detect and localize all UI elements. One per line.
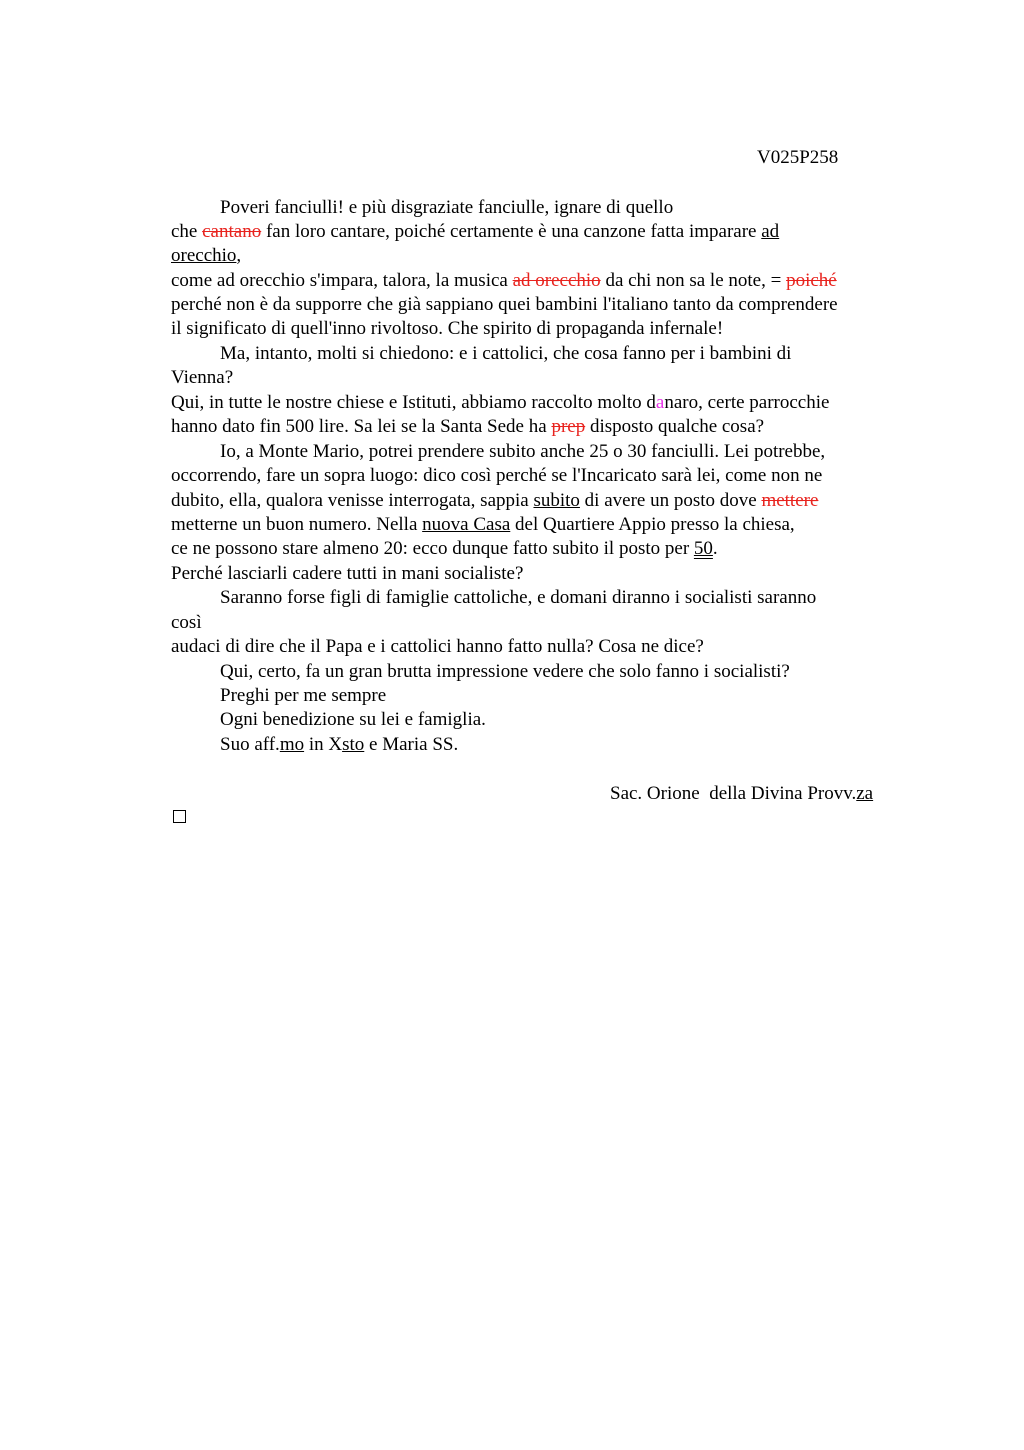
text-run: dubito, ella, qualora venisse interrogata, sappia — [171, 490, 534, 511]
text-run: ce ne possono stare almeno 20: ecco dunque fatto subito il posto per — [171, 538, 694, 559]
text-run: Qui, certo, fa un gran brutta impressione vedere che solo fanno i socialisti? — [220, 661, 790, 682]
text-run: del Quartiere Appio presso la chiesa, — [510, 514, 795, 535]
deleted-text: poiché — [786, 270, 837, 291]
text-line — [171, 244, 241, 268]
text-run: occorrendo, fare un sopra luogo: dico così perché se l'Incaricato sarà lei, come non ne — [171, 465, 823, 486]
text-run: Suo aff. — [220, 734, 280, 755]
text-run: Saranno forse figli di famiglie cattoliche, e domani diranno i socialisti saranno — [220, 587, 817, 608]
underlined-text: , — [236, 245, 242, 266]
text-run: naro, certe parrocchie — [664, 392, 830, 413]
text-line — [171, 611, 202, 635]
signature-text: Sac. Orione della Divina Provv. — [610, 783, 857, 804]
text-run: Preghi per me sempre — [220, 685, 387, 706]
underlined-text: mo — [279, 734, 305, 755]
text-run: Vienna? — [171, 367, 234, 388]
text-line — [171, 562, 523, 586]
text-run: Ogni benedizione su lei e famiglia. — [220, 709, 486, 730]
double-underlined-text: 50 — [693, 538, 713, 559]
deleted-text: ad orecchio — [512, 270, 601, 291]
text-run: audaci di dire che il Papa e i cattolici hanno fatto nulla? Cosa ne dice? — [171, 636, 704, 657]
deleted-text: prep — [551, 416, 586, 437]
text-line — [220, 708, 486, 732]
text-line — [220, 660, 790, 684]
text-line — [171, 635, 704, 659]
text-line — [171, 317, 723, 341]
text-line — [171, 489, 818, 513]
text-line — [220, 440, 825, 464]
text-run: Perché lasciarli cadere tutti in mani socialiste? — [171, 563, 524, 584]
text-run: . — [712, 538, 718, 559]
deleted-text: cantano — [202, 221, 262, 242]
text-line — [171, 269, 837, 293]
text-line — [220, 586, 816, 610]
underlined-text: nuova Casa — [422, 514, 511, 535]
text-line — [220, 342, 791, 366]
text-run: disposto qualche cosa? — [585, 416, 765, 437]
text-line — [171, 537, 718, 561]
underlined-text: za — [856, 783, 874, 804]
text-line — [220, 196, 673, 220]
text-line — [171, 391, 829, 415]
text-run: hanno dato fin 500 lire. Sa lei se la Santa Sede ha — [171, 416, 552, 437]
text-run: perché non è da supporre che già sappiano quei bambini l'italiano tanto da comprendere — [171, 294, 838, 315]
signature — [610, 782, 873, 806]
text-run: il significato di quell'inno rivoltoso. Che spirito di propaganda infernale! — [171, 318, 724, 339]
text-line — [171, 293, 838, 317]
text-run: in X — [304, 734, 343, 755]
text-run: Ma, intanto, molti si chiedono: e i cattolici, che cosa fanno per i bambini di — [220, 343, 792, 364]
square-icon — [173, 810, 186, 823]
text-run: Qui, in tutte le nostre chiese e Istituti, abbiamo raccolto molto d — [171, 392, 656, 413]
text-line — [171, 415, 764, 439]
text-run: da chi non sa le note, = — [600, 270, 787, 291]
text-run: di avere un posto dove — [579, 490, 762, 511]
text-line — [171, 220, 779, 244]
underlined-text: orecchio — [171, 245, 237, 266]
text-run: Poveri fanciulli! e più disgraziate fanciulle, ignare di quello — [220, 197, 674, 218]
text-line — [220, 733, 458, 757]
text-run: metterne un buon numero. Nella — [171, 514, 423, 535]
deleted-text: mettere — [761, 490, 819, 511]
text-run: che — [171, 221, 203, 242]
text-line — [220, 684, 386, 708]
text-line — [171, 513, 795, 537]
text-run: così — [171, 612, 202, 633]
underlined-text: ad — [761, 221, 780, 242]
text-run: Io, a Monte Mario, potrei prendere subito anche 25 o 30 fanciulli. Lei potrebbe, — [220, 441, 826, 462]
text-run: fan loro cantare, poiché certamente è una canzone fatta imparare — [261, 221, 762, 242]
text-run: e Maria SS. — [364, 734, 459, 755]
inserted-text: a — [655, 392, 665, 413]
text-line — [171, 464, 822, 488]
text-run: come ad orecchio s'impara, talora, la musica — [171, 270, 513, 291]
underlined-text: subito — [533, 490, 580, 511]
text-line — [171, 366, 233, 390]
underlined-text: sto — [342, 734, 365, 755]
document-reference: V025P258 — [757, 147, 839, 168]
